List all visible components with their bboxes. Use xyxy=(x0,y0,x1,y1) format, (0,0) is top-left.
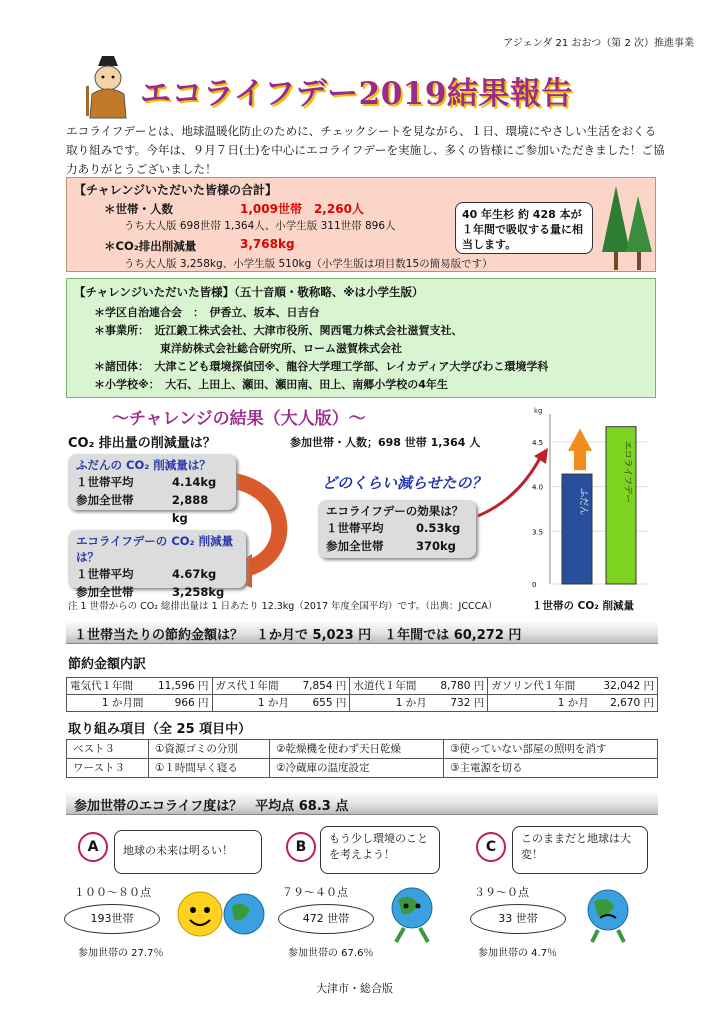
participants-row: ＊諸団体： 大津こども環境探偵団※、龍谷大学理工学部、レイカディア大学びわこ環境学科 xyxy=(94,360,549,373)
chart-ylabel: kg xyxy=(534,407,543,415)
group-c-speech: このままだと地球は大変！ xyxy=(512,826,648,874)
gas-month-value: 655 円 xyxy=(292,695,350,712)
participants-row: 東洋紡株式会社総合研究所、ローム滋賀株式会社 xyxy=(160,342,402,355)
water-year-label: 水道代１年間 xyxy=(350,678,430,695)
usual-all-label: 参加全世帯 xyxy=(76,493,134,507)
gasoline-year-value: 32,042 円 xyxy=(592,678,658,695)
results-heading: ～チャレンジの結果（大人版）～ xyxy=(112,409,366,429)
chart-tick-label: 4.0 xyxy=(532,483,544,492)
co2-breakdown: うち大人版 3,258kg、小学生版 510kg（小学生版は項目数15の簡易版です） xyxy=(124,258,493,270)
actions-table xyxy=(66,739,658,778)
group-c-badge: C xyxy=(476,832,506,862)
savings-table xyxy=(66,677,658,712)
households-breakdown: うち大人版 698世帯 1,364人、小学生版 311世帯 896人 xyxy=(124,220,396,232)
electric-year-value: 11,596 円 xyxy=(146,678,212,695)
participants-row: ＊学区自治連合会 ： 伊香立、坂本、日吉台 xyxy=(94,306,320,319)
header-org: アジェンダ 21 おおつ（第 2 次）推進事業 xyxy=(503,38,694,49)
ecolevel-bar: 参加世帯のエコライフ度は？ 平均点 68.3 点 xyxy=(66,791,658,815)
sad-earth-icon xyxy=(578,884,638,946)
participants-row: ＊事業所： 近江鍛工株式会社、大津市役所、関西電力株式会社滋賀支社、 xyxy=(94,324,463,337)
electric-month-label: 1 か月間 xyxy=(67,695,147,712)
ecoday-avg-label: １世帯平均 xyxy=(76,567,134,581)
gasoline-year-label: ガソリン代１年間 xyxy=(488,678,592,695)
chart-title: １世帯の CO₂ 削減量 xyxy=(532,600,635,612)
worst-item: ①１時間早く寝る xyxy=(149,759,270,778)
group-a-speech: 地球の未来は明るい！ xyxy=(114,830,262,874)
gas-year-value: 7,854 円 xyxy=(292,678,350,695)
best-item: ③使っていない部屋の照明を消す xyxy=(444,740,658,759)
co2-label: ＊CO₂排出削減量 xyxy=(104,239,197,253)
savings-heading: 節約金額内訳 xyxy=(68,657,147,672)
usual-avg-value: 4.14kg xyxy=(172,475,217,489)
usual-avg-label: １世帯平均 xyxy=(76,475,134,489)
worst-label: ワースト３ xyxy=(67,759,149,778)
ecoday-all-value: 3,258kg xyxy=(172,585,225,599)
water-month-label: 1 か月 xyxy=(350,695,430,712)
group-a-range: １００～８０点 xyxy=(74,886,151,899)
gas-month-label: 1 か月 xyxy=(212,695,292,712)
effect-panel xyxy=(318,500,476,558)
best-label: ベスト３ xyxy=(67,740,149,759)
ecoday-avg-value: 4.67kg xyxy=(172,567,217,581)
ecoday-head: エコライフデーの CO₂ 削減量は？ xyxy=(76,534,234,564)
group-a-pct: 参加世帯の 27.7％ xyxy=(78,948,164,959)
group-b-range: ７９～４０点 xyxy=(282,886,348,899)
effect-all-label: 参加全世帯 xyxy=(326,539,384,553)
chart-bar-label: エコライフデー xyxy=(622,440,632,504)
actions-heading: 取り組み項目（全 25 項目中） xyxy=(68,722,252,737)
best-item: ②乾燥機を使わず天日乾燥 xyxy=(270,740,444,759)
group-c-range: ３９～０点 xyxy=(474,886,529,899)
mascot-figure xyxy=(84,52,132,120)
water-month-value: 732 円 xyxy=(430,695,488,712)
households-value: 1,009世帯 2,260人 xyxy=(240,202,364,216)
page-title: エコライフデー2019結果報告 xyxy=(140,76,573,112)
cedar-callout: 40 年生杉 約 428 本が１年間で吸収する量に相当します。 xyxy=(455,202,593,254)
chart-bar-label: ふだん xyxy=(578,488,588,516)
group-b-speech: もう少し環境のことを考えよう！ xyxy=(320,826,440,874)
gasoline-month-value: 2,670 円 xyxy=(592,695,658,712)
footer: 大津市・総合版 xyxy=(316,982,393,995)
group-a-count: 193世帯 xyxy=(64,904,160,934)
gas-year-label: ガス代１年間 xyxy=(212,678,292,695)
ecoday-panel xyxy=(68,530,246,599)
usual-panel xyxy=(68,454,236,525)
worst-item: ②冷蔵庫の温度設定 xyxy=(270,759,444,778)
effect-all-value: 370kg xyxy=(416,539,456,553)
happy-sun-earth-icon xyxy=(170,886,270,942)
usual-all-value: 2,888 kg xyxy=(171,493,209,525)
intro-text: エコライフデーとは、地球温暖化防止のために、チェックシートを見ながら、１日、環境にやさしい生活をおくる取り組みです。今年は、９月７日(土)を中心にエコライフデーを実施し、多くの皆様にご参加いただきました！ご協力ありがとうございました！ xyxy=(66,124,665,176)
ecoday-all-label: 参加全世帯 xyxy=(76,585,134,599)
chart-tick-label: 4.5 xyxy=(532,438,544,447)
group-c-count: 33 世帯 xyxy=(470,904,566,934)
group-a-badge: A xyxy=(78,832,108,862)
chart-tick-label: 0 xyxy=(532,581,537,589)
group-c-pct: 参加世帯の 4.7％ xyxy=(478,948,558,959)
electric-month-value: 966 円 xyxy=(146,695,212,712)
co2-bar-chart xyxy=(528,404,654,592)
cedar-trees-icon xyxy=(598,182,656,274)
results-note: 注 1 世帯からの CO₂ 総排出量は 1 日あたり 12.3kg（2017 年度全国平均）です。（出典：JCCCA） xyxy=(68,601,498,612)
effect-head: エコライフデーの効果は？ xyxy=(326,504,464,518)
households-label: ＊世帯・人数 xyxy=(104,202,173,216)
chart-increase-arrow xyxy=(568,428,592,470)
effect-avg-label: １世帯平均 xyxy=(326,521,384,535)
totals-heading: 【チャレンジいただいた皆様の合計】 xyxy=(74,183,278,197)
electric-year-label: 電気代１年間 xyxy=(67,678,147,695)
participants-row: ＊小学校※： 大石、上田上、瀬田、瀬田南、田上、南郷小学校の4年生 xyxy=(94,378,448,391)
co2-value: 3,768kg xyxy=(240,237,295,251)
group-b-count: 472 世帯 xyxy=(278,904,374,934)
worst-item: ③主電源を切る xyxy=(444,759,658,778)
participants-heading: 【チャレンジいただいた皆様】（五十音順・敬称略、※は小学生版） xyxy=(74,285,424,299)
how-much-heading: どのくらい減らせたの？ xyxy=(322,474,487,492)
water-year-value: 8,780 円 xyxy=(430,678,488,695)
neutral-earth-icon xyxy=(384,884,440,946)
savings-bar: １世帯当たりの節約金額は？ １か月で 5,023 円 １年間では 60,272 円 xyxy=(66,620,658,644)
group-b-pct: 参加世帯の 67.6％ xyxy=(288,948,374,959)
group-b-badge: B xyxy=(286,832,316,862)
effect-avg-value: 0.53kg xyxy=(416,521,461,535)
gasoline-month-label: 1 か月 xyxy=(488,695,592,712)
usual-head: ふだんの CO₂ 削減量は？ xyxy=(76,458,211,472)
participants-line: 参加世帯・人数；698 世帯 1,364 人 xyxy=(290,436,481,449)
best-item: ①資源ゴミの分別 xyxy=(149,740,270,759)
chart-tick-label: 3.5 xyxy=(532,528,544,537)
co2-question: CO₂ 排出量の削減量は？ xyxy=(68,436,216,451)
